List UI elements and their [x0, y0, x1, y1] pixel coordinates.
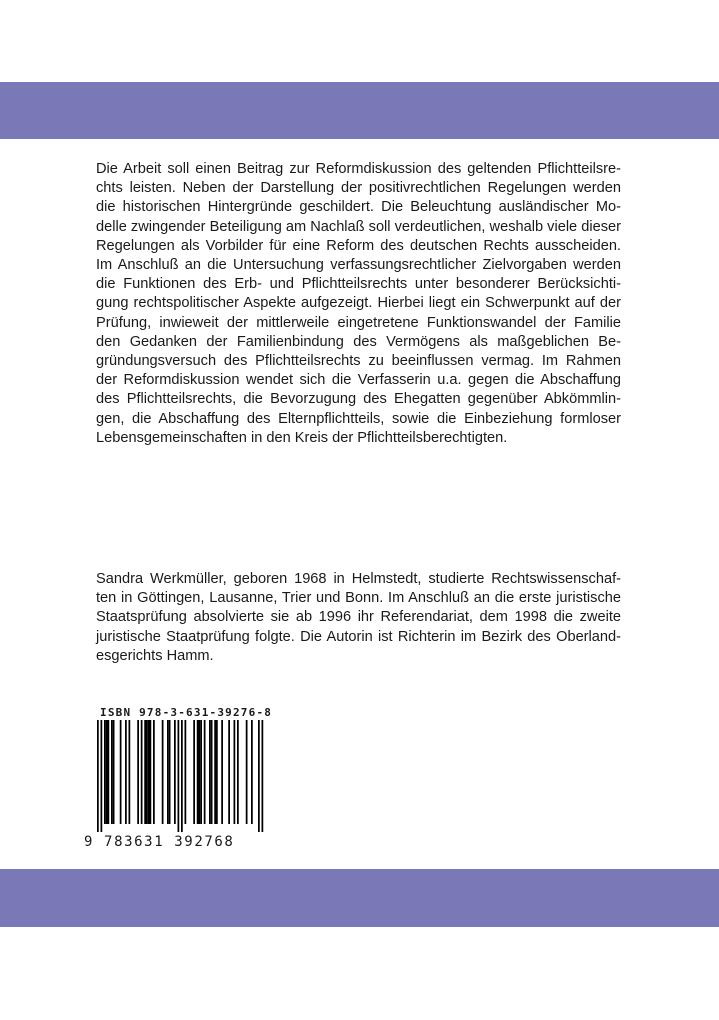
- barcode-bar: [97, 720, 99, 832]
- barcode-bar: [150, 720, 152, 824]
- abstract-line: Die Arbeit soll einen Beitrag zur Reformdiskussion des geltenden Pflichtteilsre-: [96, 161, 621, 177]
- barcode-bar: [185, 720, 187, 824]
- barcode-bar: [125, 720, 127, 824]
- abstract-line: Im Anschluß an die Untersuchung verfassungsrechtlicher Zielvorgaben werden: [96, 257, 621, 274]
- barcode-bar: [181, 720, 183, 832]
- barcode-bar: [193, 720, 195, 824]
- barcode-bar: [251, 720, 253, 824]
- barcode-bar: [209, 720, 211, 824]
- abstract-line: die historischen Hintergründe geschildert. Die Beleuchtung ausländischer Mo-: [96, 199, 621, 216]
- abstract-line: chts leisten. Neben der Darstellung der positivrechtlichen Regelungen werden: [96, 180, 621, 197]
- barcode-bar: [262, 720, 264, 832]
- author-bio-line: ten in Göttingen, Lausanne, Trier und Bonn. Im Anschluß an die erste juristische: [96, 590, 621, 607]
- barcode-bar: [216, 720, 218, 824]
- barcode-bars: [84, 720, 274, 836]
- barcode-bar: [221, 720, 223, 824]
- barcode-bar: [111, 720, 113, 824]
- barcode-bar: [101, 720, 103, 832]
- author-bio-line: esgerichts Hamm.: [96, 647, 214, 664]
- barcode-bar: [108, 720, 110, 824]
- barcode-bar: [204, 720, 206, 824]
- barcode-bar: [120, 720, 122, 824]
- author-bio-line: juristische Staatprüfung folgte. Die Autorin ist Richterin im Bezirk des Oberland-: [96, 628, 621, 645]
- bottom-color-band: [0, 869, 719, 927]
- abstract-line: gung rechtspolitischer Aspekte aufgezeigt. Hierbei liegt ein Schwerpunkt auf der: [96, 295, 621, 312]
- abstract-line: Prüfung, inwieweit der mittlerweile eingetretene Funktionswandel der Familie: [96, 314, 621, 331]
- barcode-bar: [246, 720, 248, 824]
- barcode-bar: [162, 720, 164, 824]
- barcode-bar: [153, 720, 155, 824]
- barcode-bar: [141, 720, 143, 824]
- barcode-bar: [104, 720, 106, 824]
- isbn-barcode: [84, 706, 274, 854]
- abstract-line: der Reformdiskussion wendet sich die Verfasserin u.a. gegen die Abschaffung: [96, 372, 621, 389]
- barcode-bar: [137, 720, 139, 824]
- barcode-bar: [258, 720, 260, 832]
- barcode-bar: [129, 720, 131, 824]
- author-bio-text: [96, 570, 621, 666]
- barcode-bar: [234, 720, 236, 824]
- abstract-line: Regelungen als Vorbilder für eine Reform des deutschen Rechts ausscheiden.: [96, 237, 621, 254]
- barcode-bar: [178, 720, 180, 832]
- barcode-bar: [214, 720, 216, 824]
- ean-digits: 9 783631 392768: [84, 834, 235, 850]
- barcode-bar: [144, 720, 146, 824]
- abstract-line: gründungsversuch des Pflichtteilsrechts zu beeinflussen vermag. Im Rahmen: [96, 353, 621, 370]
- barcode-bar: [237, 720, 239, 824]
- barcode-bar: [148, 720, 150, 824]
- barcode-bar: [174, 720, 176, 824]
- abstract-line: delle zwingender Beteiligung am Nachlaß soll verdeutlichen, weshalb viele dieser: [96, 218, 621, 235]
- barcode-bar: [167, 720, 169, 824]
- abstract-line: den Gedanken der Familienbindung des Vermögens als maßgeblichen Be-: [96, 333, 621, 350]
- barcode-bar: [211, 720, 213, 824]
- barcode-bar: [106, 720, 108, 824]
- isbn-label: ISBN 978-3-631-39276-8: [100, 706, 273, 719]
- barcode-bar: [113, 720, 115, 824]
- barcode-bar: [169, 720, 171, 824]
- author-bio-line: Sandra Werkmüller, geboren 1968 in Helmstedt, studierte Rechtswissenschaf-: [96, 571, 621, 587]
- author-bio-line: Staatsprüfung absolvierte sie ab 1996 ihr Referendariat, dem 1998 die zweite: [96, 609, 621, 626]
- barcode-bar: [200, 720, 202, 824]
- abstract-text: [96, 160, 621, 448]
- barcode-bar: [146, 720, 148, 824]
- abstract-line: Lebensgemeinschaften in den Kreis der Pflichtteilsberechtigten.: [96, 429, 508, 446]
- top-color-band: [0, 82, 719, 139]
- barcode-bar: [199, 720, 201, 824]
- barcode-bar: [228, 720, 230, 824]
- abstract-line: gen, die Abschaffung des Elternpflichtteils, sowie die Einbeziehung formloser: [96, 410, 621, 427]
- abstract-line: des Pflichtteilsrechts, die Bevorzugung des Ehegatten gegenüber Abkömmlin-: [96, 391, 621, 408]
- abstract-line: die Funktionen des Erb- und Pflichtteilsrechts unter besonderer Berücksichti-: [96, 276, 621, 293]
- barcode-bar: [197, 720, 199, 824]
